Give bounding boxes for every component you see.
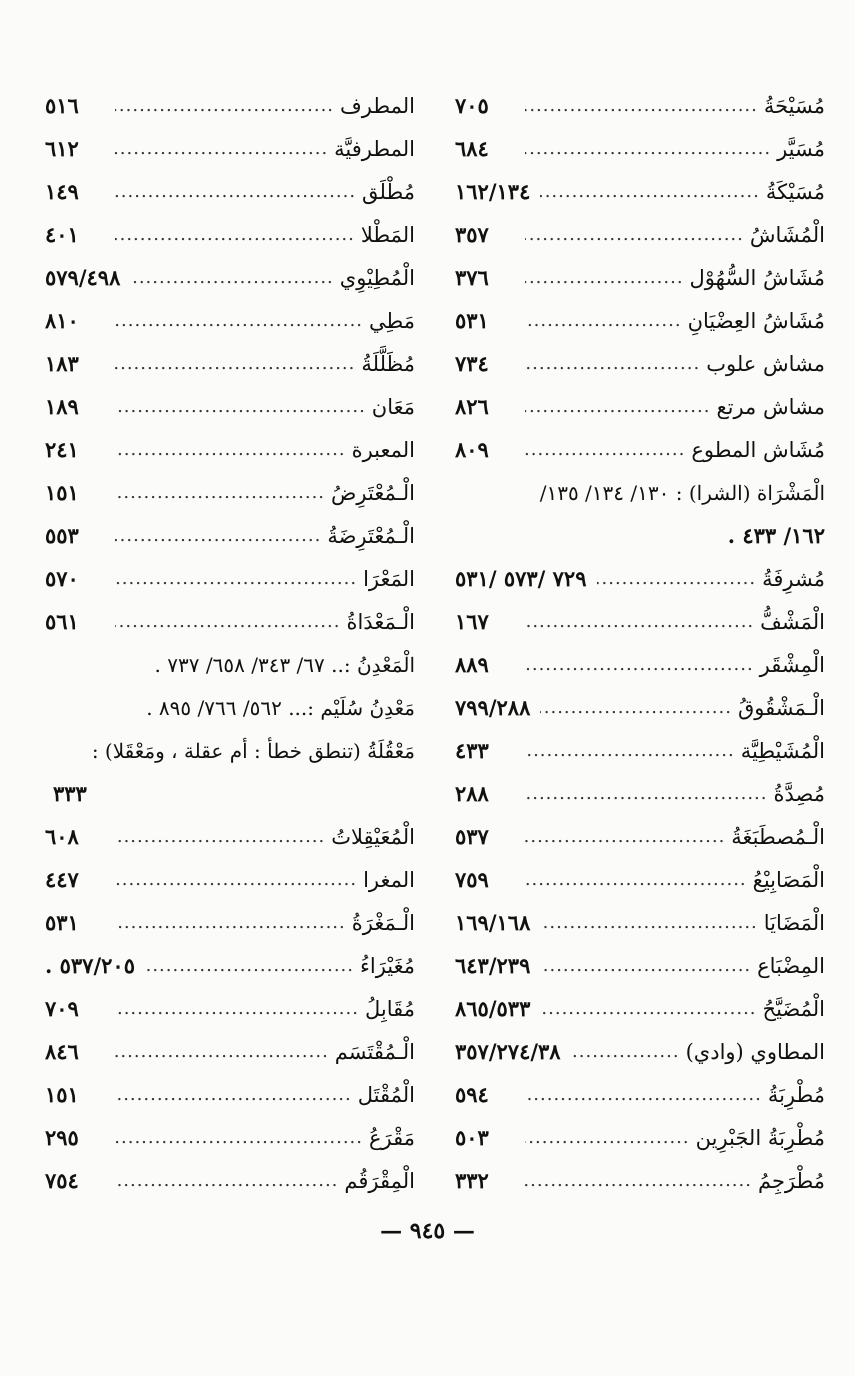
index-entry (45, 299, 415, 342)
place-name: مُقَابِلُ (364, 996, 415, 1021)
index-entry (455, 385, 825, 428)
index-entry (455, 514, 825, 557)
leader-dots (597, 568, 757, 589)
page-refs: ٦١٢ (45, 136, 79, 161)
leader-dots (115, 611, 340, 632)
page-refs: ٥١٦ (45, 93, 79, 118)
place-name: مُظَلَّلَةُ (361, 351, 415, 376)
index-entry (45, 600, 415, 643)
leader-dots (115, 482, 325, 503)
page-refs: ٥٣٧ (455, 824, 489, 849)
page-number: — ٩٤٥ — (380, 1218, 475, 1244)
place-name: الْمَشْفُّ (760, 609, 825, 634)
page-refs: ٥٩٤ (455, 1082, 489, 1107)
place-name: مُسَيْحَةُ (763, 93, 825, 118)
page-refs: ٣٣٢ (455, 1168, 489, 1193)
index-entry (45, 1159, 415, 1202)
index-entry (45, 987, 415, 1030)
index-entry (455, 1030, 825, 1073)
index-entry (455, 858, 825, 901)
place-name: مُسَيْكَةُ (765, 179, 825, 204)
place-name: الْـمُعْتَرِضُ (331, 480, 415, 505)
leader-dots (525, 267, 684, 288)
index-entry (455, 342, 825, 385)
place-name: الْمِقْرَقُم (344, 1168, 415, 1193)
leader-dots (525, 138, 771, 159)
place-name: مُطْلَق (362, 179, 415, 204)
place-name: مُسَيَّر (777, 136, 825, 161)
index-entry (455, 127, 825, 170)
place-name: الْـمُصطَبَغَةُ (731, 824, 825, 849)
entry-text: ٣٣٣ (53, 781, 87, 806)
page-refs: ١٨٣ (45, 351, 79, 376)
page-refs: ٦٠٨ (45, 824, 79, 849)
place-name: المِضْبَاع (757, 953, 825, 978)
page-refs: ٧٠٥ (455, 93, 489, 118)
leader-dots (540, 998, 756, 1019)
leader-dots (540, 181, 759, 202)
entry-text: مَعْقُلَةُ (تنطق خطأ : أم عقلة ، ومَعْقَلا) : (91, 738, 415, 763)
index-entry (45, 643, 415, 686)
index-entry (45, 471, 415, 514)
place-name: الْمُطِيْوِي (339, 265, 415, 290)
place-name: الْمُشَاشُ (749, 222, 825, 247)
place-name: المطاوي (وادي) (685, 1039, 825, 1064)
index-entry (455, 471, 825, 514)
leader-dots (525, 654, 754, 675)
index-entry (45, 557, 415, 600)
place-name: مشاش علوب (706, 351, 825, 376)
leader-dots (115, 1127, 363, 1148)
page-refs: ٦٨٤ (455, 136, 489, 161)
place-name: الْمُقْتَل (357, 1082, 415, 1107)
page-refs: ٨٨٩ (455, 652, 489, 677)
leader-dots (525, 740, 735, 761)
leader-dots (115, 353, 355, 374)
leader-dots (115, 525, 321, 546)
index-entry (45, 772, 415, 815)
place-name: الْـمُقْتَسَم (334, 1039, 415, 1064)
place-name: الْمُشَيْطِيَّة (740, 738, 825, 763)
leader-dots (115, 568, 357, 589)
index-entry (455, 815, 825, 858)
place-name: مُطْرِبَةُ (767, 1082, 825, 1107)
entry-text: الْمَشْرَاة (الشرا) : ١٣٠/ ١٣٤/ ١٣٥/ (539, 480, 825, 505)
place-name: مُصِدَّةُ (773, 781, 825, 806)
leader-dots (540, 912, 757, 933)
page-refs: ٣٥٧ (455, 222, 489, 247)
page-refs: ٣٧٦ (455, 265, 489, 290)
leader-dots (525, 869, 747, 890)
page-refs: ٣٥٧/٢٧٤/٣٨ (455, 1039, 561, 1064)
page-refs: ١٦٧ (455, 609, 489, 634)
page-refs: ١٥١ (45, 480, 79, 505)
index-entry (45, 127, 415, 170)
leader-dots (525, 310, 682, 331)
leader-dots (115, 138, 328, 159)
index-entry (45, 170, 415, 213)
index-entry (455, 1159, 825, 1202)
place-name: الْمُعَيْقِلاتُ (331, 824, 415, 849)
leader-dots (115, 396, 366, 417)
page-refs: ٧٠٩ (45, 996, 79, 1021)
index-entry (455, 987, 825, 1030)
index-entry (45, 514, 415, 557)
index-entry (45, 901, 415, 944)
leader-dots (571, 1041, 680, 1062)
place-name: مشاش مرتع (716, 394, 825, 419)
place-name: مُشَاش المطوع (691, 437, 825, 462)
index-entry (455, 1073, 825, 1116)
leader-dots (115, 1170, 338, 1191)
leader-dots (525, 353, 700, 374)
index-entry (455, 170, 825, 213)
leader-dots (525, 826, 725, 847)
index-entry (455, 428, 825, 471)
entry-text: ١٦٢/ ٤٣٣ . (727, 523, 825, 548)
page-refs: ٨١٠ (45, 308, 79, 333)
index-entry (45, 1073, 415, 1116)
place-name: الْـمَعْدَاةُ (346, 609, 415, 634)
place-name: مُشَاشُ السُّهُوْل (689, 265, 825, 290)
leader-dots (525, 1170, 752, 1191)
page-refs: ٢٩٥ (45, 1125, 79, 1150)
leader-dots (525, 1127, 690, 1148)
page-refs: ٤٠١ (45, 222, 79, 247)
leader-dots (525, 224, 744, 245)
place-name: المَعْرَا (363, 566, 415, 591)
index-entry (45, 84, 415, 127)
place-name: المغرا (363, 867, 415, 892)
page-refs: ٧٥٤ (45, 1168, 79, 1193)
place-name: الْمَصَابِيْعُ (752, 867, 825, 892)
index-entry (45, 729, 415, 772)
page-refs: ٨٠٩ (455, 437, 489, 462)
page-refs: ٢٤١ (45, 437, 79, 462)
index-entry (45, 428, 415, 471)
page-refs: ٧٣٤ (455, 351, 489, 376)
place-name: مَقْرَعُ (369, 1125, 415, 1150)
index-entry (45, 213, 415, 256)
index-entry (455, 600, 825, 643)
index-entry (455, 299, 825, 342)
place-name: مُطْرَجِمُ (757, 1168, 825, 1193)
leader-dots (115, 998, 359, 1019)
page-refs: ١٨٩ (45, 394, 79, 419)
page-refs: ١٥١ (45, 1082, 79, 1107)
leader-dots (525, 396, 710, 417)
index-entry (455, 944, 825, 987)
page-refs: ٥٧٠ (45, 566, 79, 591)
page-refs: ٥٣١ (455, 308, 489, 333)
index-entry (455, 84, 825, 127)
leader-dots (115, 869, 357, 890)
place-name: المَطْلا (360, 222, 415, 247)
leader-dots (115, 95, 334, 116)
place-name: الْمِشْقَر (759, 652, 825, 677)
index-entry (455, 729, 825, 772)
leader-dots (115, 224, 355, 245)
page-refs: ٥٣٧/٢٠٥ . (45, 953, 135, 978)
place-name: المعبرة (351, 437, 415, 462)
index-entry (45, 858, 415, 901)
page-refs: ٨٦٥/٥٣٣ (455, 996, 531, 1021)
right-column (455, 84, 825, 1202)
entry-text: الْمَعْدِنُ :.. ٦٧/ ٣٤٣/ ٦٥٨/ ٧٣٧ . (154, 652, 415, 677)
place-name: الْمُضَيَّحُ (762, 996, 825, 1021)
place-name: الْـمَغْرَةُ (351, 910, 415, 935)
index-entry (45, 342, 415, 385)
place-name: مُشرِفَةُ (762, 566, 825, 591)
index-entry (455, 256, 825, 299)
leader-dots (540, 955, 751, 976)
leader-dots (525, 611, 754, 632)
page-refs: ٢٨٨ (455, 781, 489, 806)
leader-dots (115, 912, 346, 933)
place-name: مُغَيْرَاءُ (359, 953, 415, 978)
page-refs: ٤٣٣ (455, 738, 489, 763)
leader-dots (115, 181, 356, 202)
leader-dots (540, 697, 732, 718)
place-name: المطرف (340, 93, 415, 118)
leader-dots (115, 826, 325, 847)
page-refs: ٤٤٧ (45, 867, 79, 892)
leader-dots (525, 1084, 762, 1105)
page-refs: ١٤٩ (45, 179, 79, 204)
leader-dots (115, 1084, 352, 1105)
leader-dots (525, 439, 685, 460)
page-refs: ٥٦١ (45, 609, 79, 634)
index-entry (455, 901, 825, 944)
leader-dots (115, 439, 346, 460)
page-refs: ٨٢٦ (455, 394, 489, 419)
index-entry (45, 1116, 415, 1159)
index-entry (45, 1030, 415, 1073)
index-entry (455, 643, 825, 686)
place-name: مُطْرِبَةُ الجَبْرِين (695, 1125, 825, 1150)
place-name: الْـمُعْتَرِضَةُ (327, 523, 415, 548)
page-refs: ١٦٢/١٣٤ (455, 179, 531, 204)
index-entry (45, 815, 415, 858)
index-entry (455, 213, 825, 256)
index-entry (45, 256, 415, 299)
leader-dots (525, 95, 758, 116)
leader-dots (130, 267, 333, 288)
index-entry (455, 1116, 825, 1159)
leader-dots (525, 783, 768, 804)
page-refs: ٥٧٩/٤٩٨ (45, 265, 121, 290)
place-name: مَعَان (371, 394, 415, 419)
index-entry (45, 944, 415, 987)
page-refs: ٧٩٩/٢٨٨ (455, 695, 531, 720)
index-entry (455, 557, 825, 600)
page-refs: ٥٥٣ (45, 523, 79, 548)
page-refs: ١٦٩/١٦٨ (455, 910, 531, 935)
page-refs: ٥٣١ (45, 910, 79, 935)
place-name: المطرفيَّة (334, 136, 415, 161)
page-refs: ٨٤٦ (45, 1039, 79, 1064)
place-name: مُشَاشُ العِضْيَانِ (687, 308, 825, 333)
leader-dots (145, 955, 354, 976)
index-entry (45, 385, 415, 428)
leader-dots (115, 1041, 329, 1062)
page-refs: ٧٢٩ /٥٧٣ /٥٣١ (455, 566, 587, 591)
index-entry (45, 686, 415, 729)
leader-dots (115, 310, 363, 331)
place-name: الْمَضَايَا (763, 910, 825, 935)
index-entry (455, 686, 825, 729)
left-column (45, 84, 415, 1202)
place-name: مَطِي (369, 308, 415, 333)
page-refs: ٦٤٣/٢٣٩ (455, 953, 531, 978)
entry-text: مَعْدِنُ سُلَيْم :... ٥٦٢/ ٧٦٦/ ٨٩٥ . (146, 695, 415, 720)
place-name: الْـمَشْقُوقُ (737, 695, 825, 720)
page-refs: ٧٥٩ (455, 867, 489, 892)
page-refs: ٥٠٣ (455, 1125, 489, 1150)
index-entry (455, 772, 825, 815)
